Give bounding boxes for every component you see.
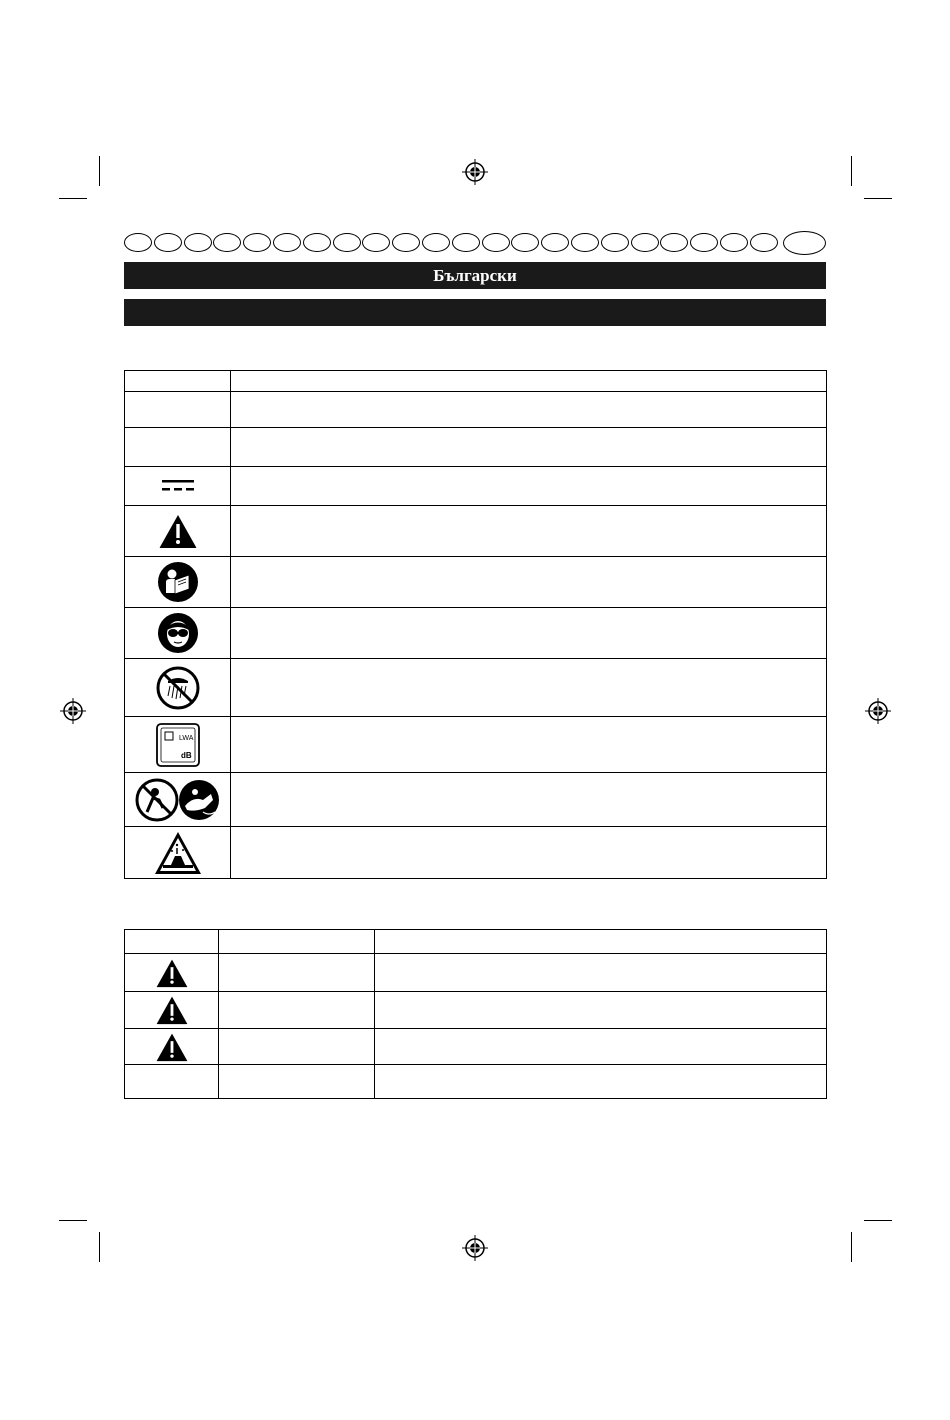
language-tab xyxy=(660,233,688,252)
crop-mark-bottom-left-h xyxy=(59,1220,87,1221)
table-row xyxy=(125,773,827,827)
direct-current-icon xyxy=(160,476,196,496)
language-tab xyxy=(631,233,659,252)
language-tab xyxy=(362,233,390,252)
language-tab xyxy=(392,233,420,252)
crop-mark-bottom-left-v xyxy=(99,1232,100,1262)
language-tab xyxy=(243,233,271,252)
symbol-cell xyxy=(125,392,231,428)
language-tab xyxy=(273,233,301,252)
crop-mark-top-left-v xyxy=(99,156,100,186)
symbol-cell xyxy=(125,428,231,467)
warning-triangle-icon xyxy=(155,958,189,988)
language-tab xyxy=(154,233,182,252)
eye-protection-icon xyxy=(157,612,199,654)
crop-mark-top-right-v xyxy=(851,156,852,186)
registration-mark-icon xyxy=(462,1235,488,1261)
crop-mark-top-right-h xyxy=(864,198,892,199)
language-tabs xyxy=(124,231,826,255)
warning-triangle-icon xyxy=(158,513,198,549)
language-tab xyxy=(690,233,718,252)
table-row xyxy=(125,992,827,1029)
noise-level-icon xyxy=(155,722,201,768)
language-tab xyxy=(571,233,599,252)
no-rain-icon xyxy=(155,665,201,711)
section-banner xyxy=(124,299,826,326)
language-tab xyxy=(511,233,539,252)
table-row xyxy=(125,467,827,506)
warning-triangle-icon xyxy=(155,995,189,1025)
page-title: Български xyxy=(433,266,517,285)
language-tab xyxy=(601,233,629,252)
svg-text:dB: dB xyxy=(180,750,192,760)
table-row xyxy=(125,954,827,992)
registration-mark-icon xyxy=(865,698,891,724)
table-row xyxy=(125,392,827,428)
language-tab xyxy=(184,233,212,252)
table-row xyxy=(125,827,827,879)
table-row xyxy=(125,1065,827,1099)
table-row xyxy=(125,557,827,608)
crop-mark-bottom-right-v xyxy=(851,1232,852,1262)
registration-mark-icon xyxy=(60,698,86,724)
table-row xyxy=(125,717,827,773)
table-row xyxy=(125,659,827,717)
language-tab xyxy=(422,233,450,252)
table-row xyxy=(125,608,827,659)
language-tab xyxy=(482,233,510,252)
keep-away-children-icon xyxy=(133,776,223,824)
flying-debris-warning-icon xyxy=(153,830,203,876)
language-tab xyxy=(452,233,480,252)
language-tab xyxy=(124,233,152,252)
language-tab xyxy=(750,233,778,252)
language-tab xyxy=(303,233,331,252)
table-header-row xyxy=(125,371,827,392)
table-row xyxy=(125,428,827,467)
svg-text:LWA: LWA xyxy=(178,734,193,742)
crop-mark-top-left-h xyxy=(59,198,87,199)
language-tab-active xyxy=(783,231,826,255)
table-header-row xyxy=(125,930,827,954)
warnings-table xyxy=(124,929,827,1099)
symbols-table xyxy=(124,370,827,879)
language-tab xyxy=(213,233,241,252)
language-title-banner xyxy=(124,262,826,289)
read-manual-icon xyxy=(157,561,199,603)
language-tab xyxy=(541,233,569,252)
crop-mark-bottom-right-h xyxy=(864,1220,892,1221)
table-row xyxy=(125,506,827,557)
language-tab xyxy=(720,233,748,252)
warning-triangle-icon xyxy=(155,1032,189,1062)
language-tab xyxy=(333,233,361,252)
registration-mark-icon xyxy=(462,159,488,185)
table-row xyxy=(125,1029,827,1065)
